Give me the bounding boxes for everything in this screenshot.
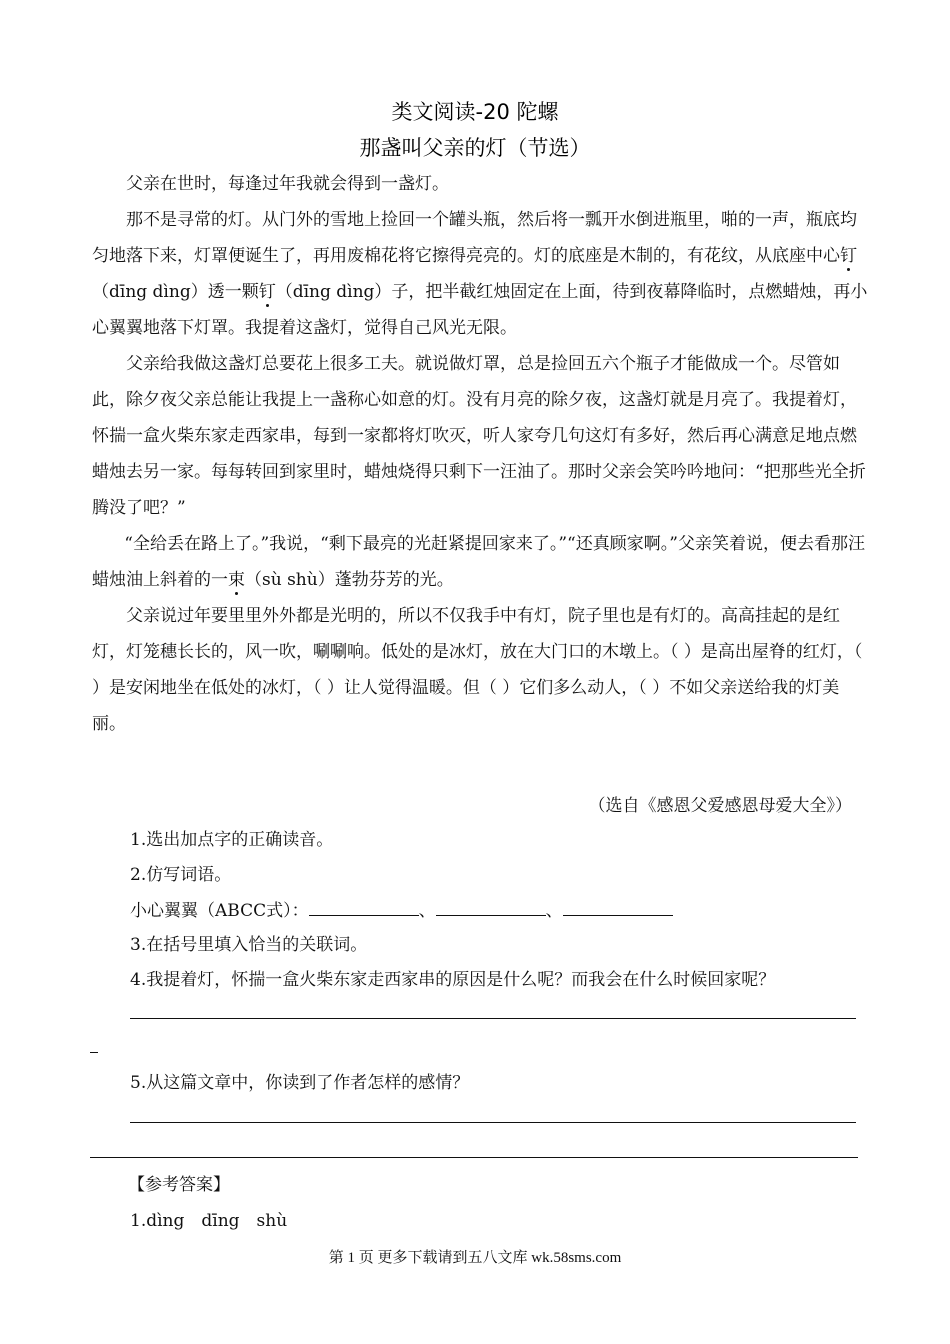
document-title: 类文阅读-20 陀螺	[391, 100, 559, 124]
paragraph-2-text-c: （dīng dìng）子，把半截红烛固定在上面，待到夜幕降临时，点燃蜡烛，再小心翼翼地落下灯罩。我提着这盏灯，觉得自己风光无限。	[92, 282, 868, 338]
answer-line-4[interactable]	[130, 1018, 856, 1019]
paragraph-3: 父亲给我做这盏灯总要花上很多工夫。就说做灯罩，总是捡回五六个瓶子才能做成一个。尽管如此，除夕夜父亲总能让我提上一盏称心如意的灯。没有月亮的除夕夜，这盏灯就是月亮了。我提着灯，怀揣一盒火柴东家走西家串，每到一家都将灯吹灭，听人家夸几句这灯有多好，然后再心满意足地点燃蜡烛去另一家。每每转回到家里时，蜡烛烧得只剩下一汪油了。那时父亲会笑吟吟地问：“把那些光全折腾没了吧？”	[92, 354, 866, 518]
passage	[92, 166, 872, 742]
passage-title: 那盏叫父亲的灯（节选）	[359, 136, 591, 160]
blank-separator-2: 、	[545, 901, 563, 921]
answer-blank-1[interactable]	[309, 899, 419, 916]
passage-source: （选自《感恩父爱感恩母爱大全》）	[588, 796, 852, 816]
paragraph-2	[92, 202, 872, 346]
paragraph-5: 父亲说过年要里里外外都是光明的，所以不仅我手中有灯，院子里也是有灯的。高高挂起的是红灯，灯笼穗长长的，风一吹，唰唰响。低处的是冰灯，放在大门口的木墩上。（ ）是高出屋脊的红灯，（ ）是安闲地坐在低处的冰灯，（ ）让人觉得温暖。但（ ）它们多么动人，（ ）不如父亲送给我的灯美丽。	[92, 606, 863, 734]
question-4: 4.我提着灯，怀揣一盒火柴东家走西家串的原因是什么呢？而我会在什么时候回家呢？	[130, 970, 776, 990]
answer-1: 1.dìng dīng shù	[130, 1211, 288, 1231]
question-3: 3.在括号里填入恰当的关联词。	[130, 935, 368, 955]
paragraph-4-text-a: “全给丢在路上了。”我说，“剩下最亮的光赶紧提回家来了。”“还真顾家啊。”父亲笑着说，便去看那汪蜡烛油上斜着的一	[92, 534, 865, 590]
question-2: 2.仿写词语。	[130, 865, 232, 885]
question-2-prompt-label: 小心翼翼（ABCC式）：	[130, 901, 309, 921]
paragraph-4-text-b: （sù shù）蓬勃芬芳的光。	[245, 570, 454, 590]
question-5: 5.从这篇文章中，你读到了作者怎样的感情？	[130, 1073, 470, 1093]
answers-heading: 【参考答案】	[128, 1175, 230, 1195]
paragraph-2-text-b: （dīng dìng）透一颗	[92, 282, 259, 302]
paragraph-2-text-a: 那不是寻常的灯。从门外的雪地上捡回一个罐头瓶，然后将一瓢开水倒进瓶里，啪的一声，瓶底均匀地落下来，灯罩便诞生了，再用废棉花将它擦得亮亮的。灯的底座是木制的，有花纹，从底座中心	[92, 210, 857, 266]
dotted-character-2: 钉	[258, 282, 276, 302]
answer-blank-3[interactable]	[563, 899, 673, 916]
section-divider	[90, 1157, 858, 1158]
answer-blank-2[interactable]	[436, 899, 546, 916]
paragraph-1: 父亲在世时，每逢过年我就会得到一盏灯。	[126, 174, 449, 194]
answer-line-5[interactable]	[130, 1122, 856, 1123]
paragraph-4	[92, 526, 872, 598]
dotted-character-3: 束	[228, 570, 245, 590]
stray-dash	[90, 1052, 98, 1053]
blank-separator-1: 、	[418, 901, 436, 921]
dotted-character-1: 钉	[840, 246, 857, 266]
question-2-prompt	[130, 896, 673, 921]
question-1: 1.选出加点字的正确读音。	[130, 830, 334, 850]
page-footer: 第 1 页 更多下载请到五八文库 wk.58sms.com	[328, 1250, 622, 1266]
